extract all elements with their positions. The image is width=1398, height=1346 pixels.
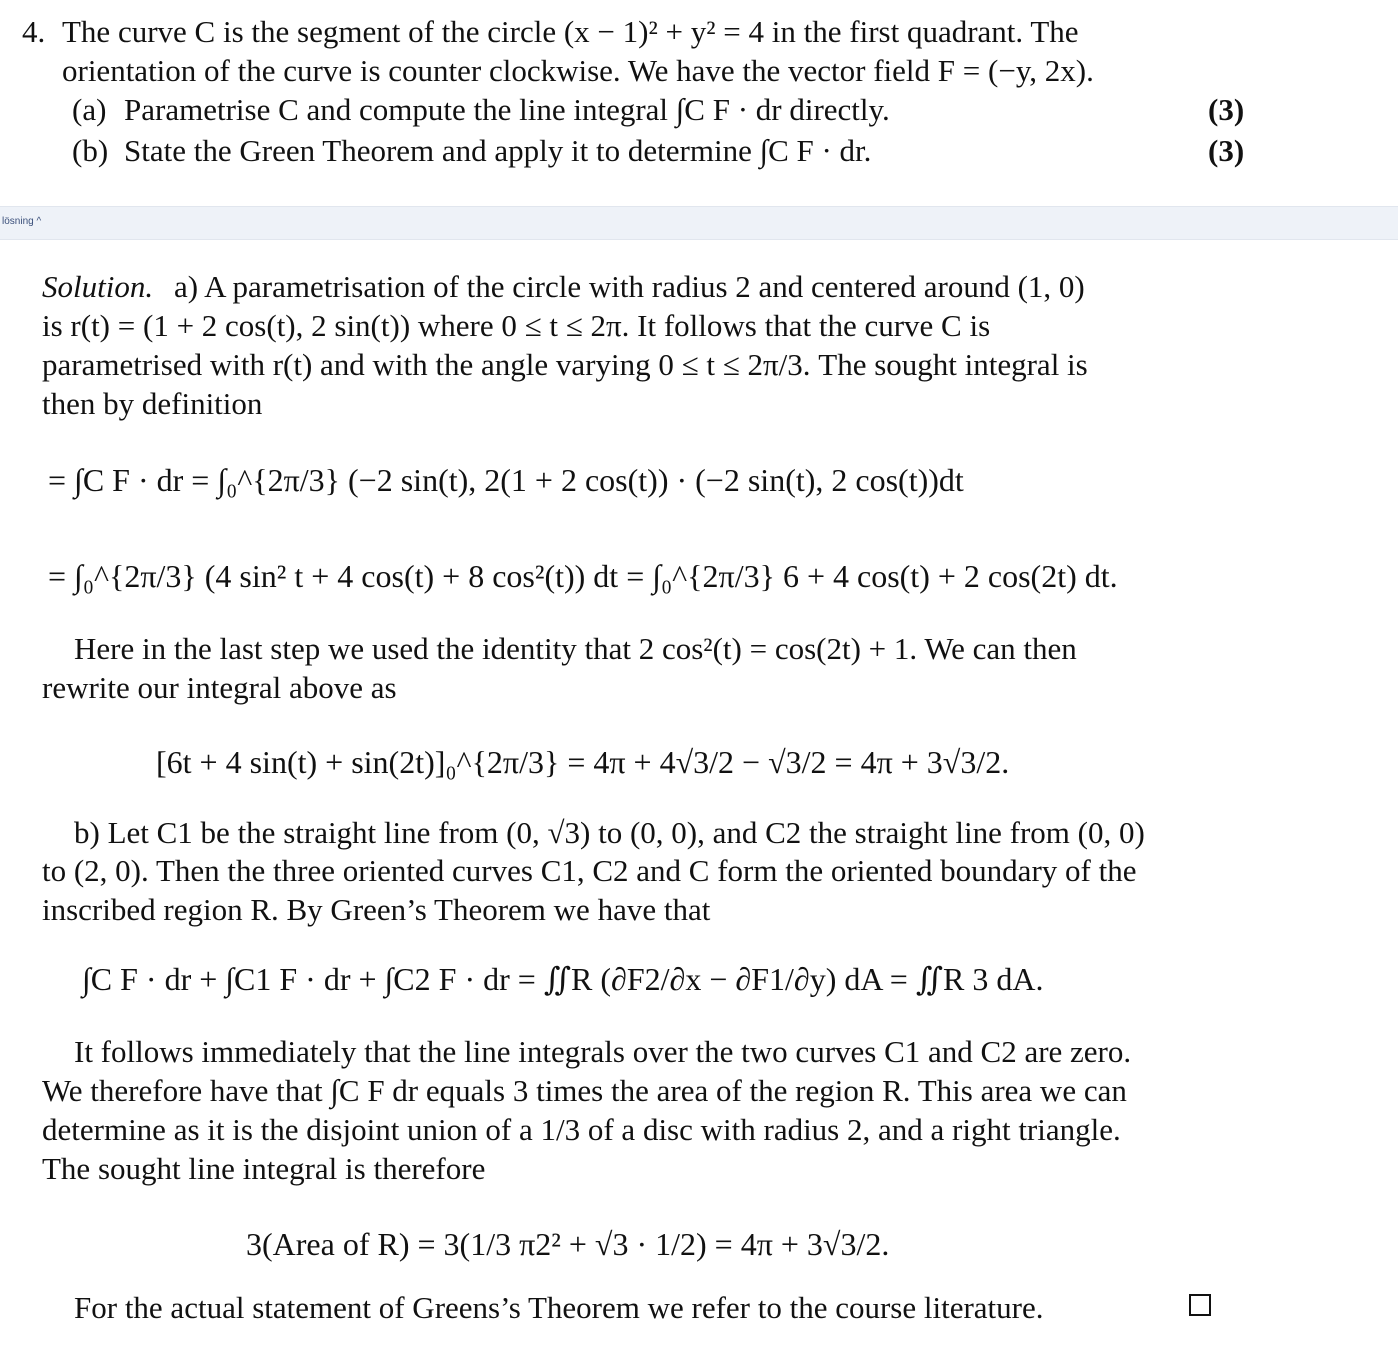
solution-p1-line-1: a) A parametrisation of the circle with radius 2 and centered around (1, 0) <box>174 269 1085 304</box>
equation-5: 3(Area of R) = 3(1/3 π2² + √3 · 1/2) = 4π + 3√3/2. <box>246 1226 890 1262</box>
equation-4: ∫C F · dr + ∫C1 F · dr + ∫C2 F · dr = ∬R (∂F2/∂x − ∂F1/∂y) dA = ∬R 3 dA. <box>82 961 1044 997</box>
solution-p4-line-4: The sought line integral is therefore <box>42 1151 486 1186</box>
solution-p2-line-2: rewrite our integral above as <box>42 670 397 705</box>
solution-p1-line-3: parametrised with r(t) and with the angle varying 0 ≤ t ≤ 2π/3. The sought integral is <box>42 347 1088 382</box>
solution-p1-line-4: then by definition <box>42 386 263 421</box>
solution-p1-line-2: is r(t) = (1 + 2 cos(t), 2 sin(t)) where 0 ≤ t ≤ 2π. It follows that the curve C is <box>42 308 991 343</box>
solution-p3-line-1: b) Let C1 be the straight line from (0, √3) to (0, 0), and C2 the straight line from (0, 0) <box>74 815 1145 850</box>
solution-p4-line-2: We therefore have that ∫C F dr equals 3 times the area of the region R. This area we can <box>42 1073 1127 1108</box>
equation-1: = ∫C F · dr = ∫₀^{2π/3} (−2 sin(t), 2(1 + 2 cos(t)) · (−2 sin(t), 2 cos(t))dt <box>48 462 964 498</box>
part-b-points: (3) <box>1208 133 1245 168</box>
part-a-text: Parametrise C and compute the line integral ∫C F · dr directly. <box>124 92 890 127</box>
part-b-label: (b) <box>72 133 109 168</box>
solution-p3-line-2: to (2, 0). Then the three oriented curves C1, C2 and C form the oriented boundary of the <box>42 853 1137 888</box>
solution-p4-line-3: determine as it is the disjoint union of a 1/3 of a disc with radius 2, and a right triangle. <box>42 1112 1121 1147</box>
solution-p4-line-1: It follows immediately that the line integrals over the two curves C1 and C2 are zero. <box>74 1034 1132 1069</box>
solution-heading: Solution. <box>42 269 154 304</box>
equation-2: = ∫₀^{2π/3} (4 sin² t + 4 cos(t) + 8 cos²(t)) dt = ∫₀^{2π/3} 6 + 4 cos(t) + 2 cos(2t) dt. <box>48 558 1118 594</box>
problem-number: 4. <box>22 14 46 49</box>
solution-toggle-bar <box>0 206 1398 240</box>
problem-line-2: orientation of the curve is counter clockwise. We have the vector field F = (−y, 2x). <box>62 53 1094 88</box>
part-b-text: State the Green Theorem and apply it to determine ∫C F · dr. <box>124 133 872 168</box>
solution-toggle-button[interactable]: lösning ^ <box>2 216 42 227</box>
equation-3: [6t + 4 sin(t) + sin(2t)]₀^{2π/3} = 4π + 4√3/2 − √3/2 = 4π + 3√3/2. <box>156 744 1010 780</box>
solution-p2-line-1: Here in the last step we used the identity that 2 cos²(t) = cos(2t) + 1. We can then <box>74 631 1077 666</box>
part-a-points: (3) <box>1208 92 1245 127</box>
qed-box-icon <box>1189 1294 1211 1316</box>
part-a-label: (a) <box>72 92 107 127</box>
problem-line-1: The curve C is the segment of the circle (x − 1)² + y² = 4 in the first quadrant. The <box>62 14 1079 49</box>
solution-p3-line-3: inscribed region R. By Green’s Theorem we have that <box>42 892 711 927</box>
solution-closing: For the actual statement of Greens’s Theorem we refer to the course literature. <box>74 1290 1044 1325</box>
